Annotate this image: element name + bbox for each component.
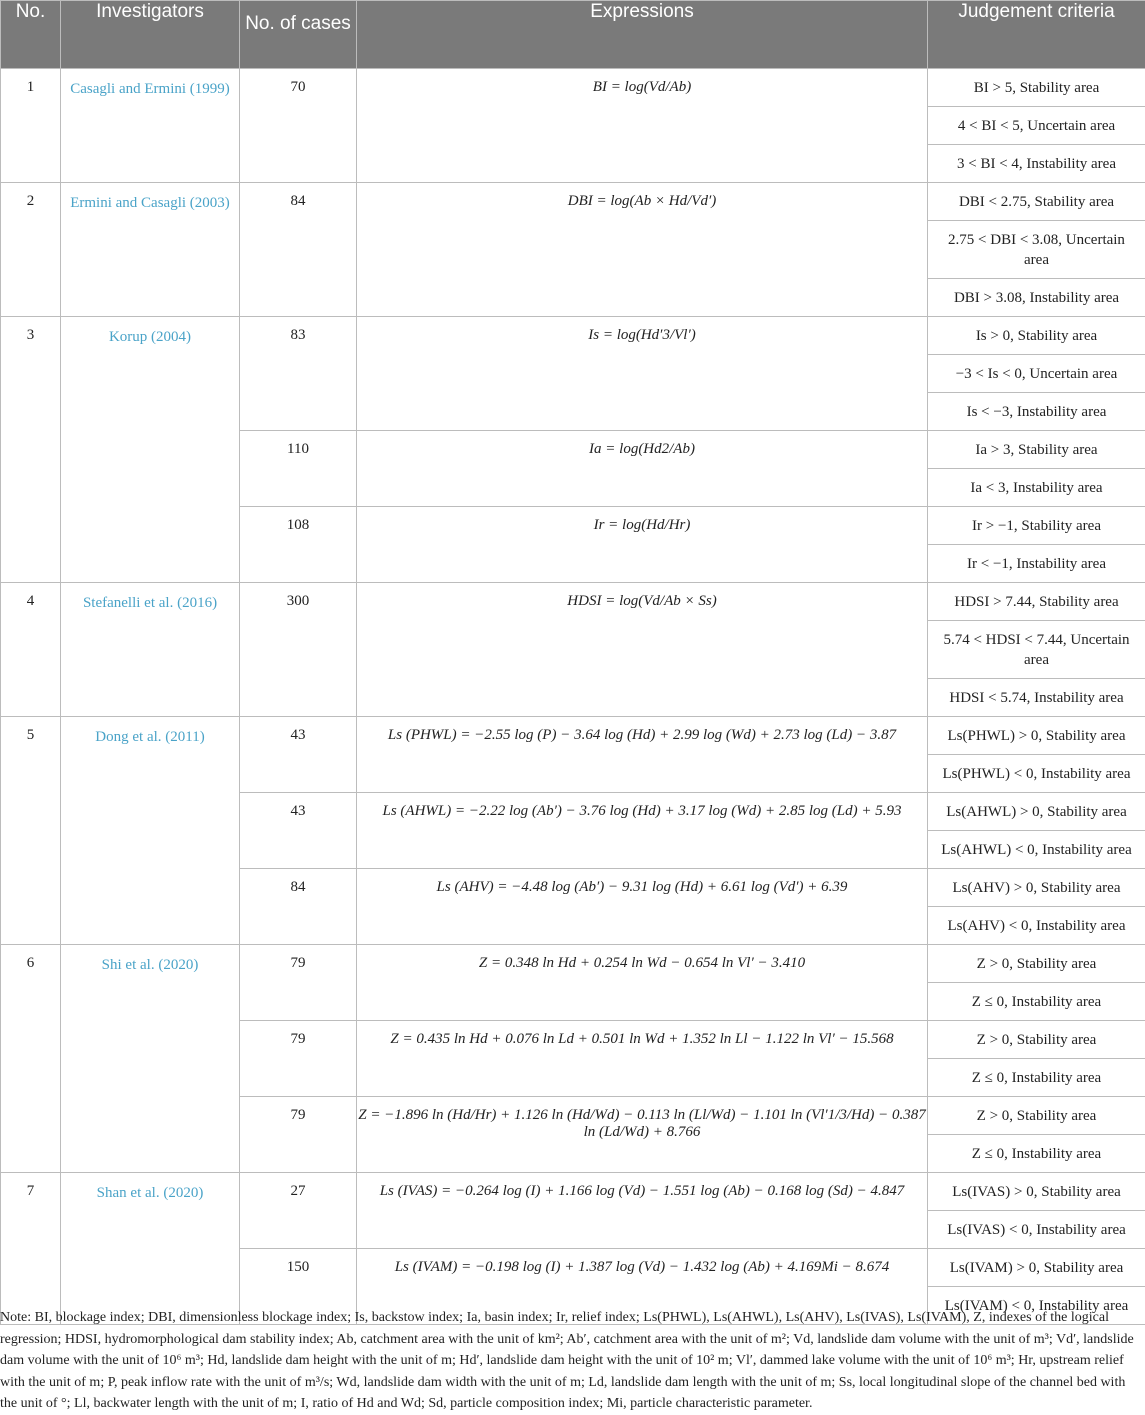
criterion-text: Ls(IVAS) < 0, Instability area bbox=[928, 1220, 1145, 1240]
cell-criterion bbox=[928, 221, 1145, 279]
cell-cases: 43 bbox=[240, 717, 357, 793]
cell-criterion bbox=[928, 793, 1145, 831]
header-expressions: Expressions bbox=[357, 1, 928, 69]
cell-criterion bbox=[928, 355, 1145, 393]
criterion-text: 2.75 < DBI < 3.08, Uncertain area bbox=[928, 230, 1145, 270]
cell-cases: 150 bbox=[240, 1249, 357, 1325]
cell-criterion bbox=[928, 69, 1145, 107]
criterion-text: DBI > 3.08, Instability area bbox=[928, 288, 1145, 308]
cell-cases: 79 bbox=[240, 1021, 357, 1097]
cell-criterion bbox=[928, 583, 1145, 621]
cell-expression: Ls (PHWL) = −2.55 log (P) − 3.64 log (Hd) + 2.99 log (Wd) + 2.73 log (Ld) − 3.87 bbox=[357, 717, 928, 793]
cell-criterion bbox=[928, 1097, 1145, 1135]
cell-criterion bbox=[928, 431, 1145, 469]
criterion-text: Ls(AHWL) < 0, Instability area bbox=[928, 840, 1145, 860]
table-row bbox=[1, 1173, 1145, 1211]
cell-investigators-link[interactable]: Shan et al. (2020) bbox=[61, 1173, 240, 1325]
cell-no: 4 bbox=[1, 583, 61, 717]
cell-criterion bbox=[928, 317, 1145, 355]
criterion-text: −3 < Is < 0, Uncertain area bbox=[928, 364, 1145, 384]
table-row bbox=[1, 317, 1145, 355]
table-body bbox=[1, 69, 1145, 1325]
criterion-text: HDSI < 5.74, Instability area bbox=[928, 688, 1145, 708]
cell-cases: 70 bbox=[240, 69, 357, 183]
table-note: Note: BI, blockage index; DBI, dimensionless blockage index; Is, backstow index; Ia, basin index; Ir, relief index; Ls(PHWL), Ls(AHWL), Ls(AHV), Ls(IVAS), Ls(IVAM), Z, indexes of the logical regression; HDSI, hydromorphological dam stability index; Ab, catchment area with the unit of km²; Ab′, catchment area with the unit of m²; Vd, landslide dam volume with the unit of m³; Vd′, landslide dam volume with the unit of 10⁶ m³; Hd, landslide dam height with the unit of m; Hd′, landslide dam height with the unit of 10² m; Vl′, dammed lake volume with the unit of 10⁶ m³; Hr, upstream relief with the unit of m; P, peak inflow rate with the unit of m³/s; Wd, landslide dam width with the unit of m; Ld, landslide dam length with the unit of m; Ss, local longitudinal slope of the channel bed with the unit of °; Ll, backwater length with the unit of m; I, ratio of Hd and Wd; Sd, particle composition index; Mi, particle characteristic parameter. bbox=[0, 1307, 1140, 1415]
cell-expression: Z = 0.348 ln Hd + 0.254 ln Wd − 0.654 ln Vl′ − 3.410 bbox=[357, 945, 928, 1021]
cell-criterion bbox=[928, 279, 1145, 317]
cell-cases: 84 bbox=[240, 869, 357, 945]
cell-expression: Is = log(Hd′3/Vl′) bbox=[357, 317, 928, 431]
cell-criterion bbox=[928, 1249, 1145, 1287]
table-row bbox=[1, 717, 1145, 755]
cell-criterion bbox=[928, 1211, 1145, 1249]
criterion-text: 5.74 < HDSI < 7.44, Uncertain area bbox=[928, 630, 1145, 670]
cell-criterion bbox=[928, 621, 1145, 679]
criterion-text: DBI < 2.75, Stability area bbox=[928, 192, 1145, 212]
cell-no: 5 bbox=[1, 717, 61, 945]
criterion-text: Ls(AHV) < 0, Instability area bbox=[928, 916, 1145, 936]
criterion-text: Is < −3, Instability area bbox=[928, 402, 1145, 422]
cell-criterion bbox=[928, 1021, 1145, 1059]
criterion-text: Ia < 3, Instability area bbox=[928, 478, 1145, 498]
cell-cases: 79 bbox=[240, 1097, 357, 1173]
criterion-text: HDSI > 7.44, Stability area bbox=[928, 592, 1145, 612]
cell-criterion bbox=[928, 183, 1145, 221]
cell-no: 6 bbox=[1, 945, 61, 1173]
criterion-text: Ls(IVAM) < 0, Instability area bbox=[928, 1296, 1145, 1316]
cell-expression: Ia = log(Hd2/Ab) bbox=[357, 431, 928, 507]
criterion-text: Ls(PHWL) < 0, Instability area bbox=[928, 764, 1145, 784]
criterion-text: Z ≤ 0, Instability area bbox=[928, 1144, 1145, 1164]
cell-cases: 83 bbox=[240, 317, 357, 431]
cell-criterion bbox=[928, 869, 1145, 907]
cell-expression: Ls (AHV) = −4.48 log (Ab′) − 9.31 log (Hd) + 6.61 log (Vd′) + 6.39 bbox=[357, 869, 928, 945]
cell-investigators-link[interactable]: Dong et al. (2011) bbox=[61, 717, 240, 945]
cell-criterion bbox=[928, 983, 1145, 1021]
criterion-text: Is > 0, Stability area bbox=[928, 326, 1145, 346]
cell-no: 2 bbox=[1, 183, 61, 317]
cell-cases: 110 bbox=[240, 431, 357, 507]
cell-criterion bbox=[928, 755, 1145, 793]
cell-cases: 79 bbox=[240, 945, 357, 1021]
cell-no: 1 bbox=[1, 69, 61, 183]
cell-investigators-link[interactable]: Ermini and Casagli (2003) bbox=[61, 183, 240, 317]
cell-no: 3 bbox=[1, 317, 61, 583]
cell-criterion bbox=[928, 1173, 1145, 1211]
cell-investigators-link[interactable]: Shi et al. (2020) bbox=[61, 945, 240, 1173]
cell-investigators-link[interactable]: Stefanelli et al. (2016) bbox=[61, 583, 240, 717]
cell-expression: Ls (AHWL) = −2.22 log (Ab′) − 3.76 log (Hd) + 3.17 log (Wd) + 2.85 log (Ld) + 5.93 bbox=[357, 793, 928, 869]
criterion-text: Ir > −1, Stability area bbox=[928, 516, 1145, 536]
table-row bbox=[1, 183, 1145, 221]
cell-cases: 108 bbox=[240, 507, 357, 583]
cell-expression: Ls (IVAM) = −0.198 log (I) + 1.387 log (Vd) − 1.432 log (Ab) + 4.169Mi − 8.674 bbox=[357, 1249, 928, 1325]
criterion-text: Ir < −1, Instability area bbox=[928, 554, 1145, 574]
cell-expression: Ir = log(Hd/Hr) bbox=[357, 507, 928, 583]
table-row bbox=[1, 583, 1145, 621]
cell-cases: 43 bbox=[240, 793, 357, 869]
criterion-text: Ia > 3, Stability area bbox=[928, 440, 1145, 460]
cell-cases: 300 bbox=[240, 583, 357, 717]
cell-expression: DBI = log(Ab × Hd/Vd′) bbox=[357, 183, 928, 317]
cell-expression: HDSI = log(Vd/Ab × Ss) bbox=[357, 583, 928, 717]
header-cases: No. of cases bbox=[240, 1, 357, 69]
cell-criterion bbox=[928, 717, 1145, 755]
criterion-text: Ls(PHWL) > 0, Stability area bbox=[928, 726, 1145, 746]
criterion-text: Ls(AHWL) > 0, Stability area bbox=[928, 802, 1145, 822]
cell-cases: 27 bbox=[240, 1173, 357, 1249]
cell-criterion bbox=[928, 145, 1145, 183]
cell-investigators-link[interactable]: Korup (2004) bbox=[61, 317, 240, 583]
cell-criterion bbox=[928, 831, 1145, 869]
header-row bbox=[1, 1, 1145, 69]
cell-investigators-link[interactable]: Casagli and Ermini (1999) bbox=[61, 69, 240, 183]
cell-criterion bbox=[928, 107, 1145, 145]
cell-criterion bbox=[928, 1135, 1145, 1173]
criterion-text: Ls(IVAS) > 0, Stability area bbox=[928, 1182, 1145, 1202]
cell-criterion bbox=[928, 1059, 1145, 1097]
table-row bbox=[1, 945, 1145, 983]
cell-criterion bbox=[928, 507, 1145, 545]
criterion-text: BI > 5, Stability area bbox=[928, 78, 1145, 98]
cell-criterion bbox=[928, 469, 1145, 507]
criterion-text: Z > 0, Stability area bbox=[928, 1030, 1145, 1050]
cell-criterion bbox=[928, 679, 1145, 717]
cell-criterion bbox=[928, 907, 1145, 945]
cell-expression: Z = −1.896 ln (Hd/Hr) + 1.126 ln (Hd/Wd) − 0.113 ln (Ll/Wd) − 1.101 ln (Vl′1/3/Hd) − 0.387 ln (Ld/Wd) + 8.766 bbox=[357, 1097, 928, 1173]
criterion-text: Ls(AHV) > 0, Stability area bbox=[928, 878, 1145, 898]
cell-no: 7 bbox=[1, 1173, 61, 1325]
cell-criterion bbox=[928, 545, 1145, 583]
header-no: No. bbox=[1, 1, 61, 69]
criterion-text: Ls(IVAM) > 0, Stability area bbox=[928, 1258, 1145, 1278]
criterion-text: 4 < BI < 5, Uncertain area bbox=[928, 116, 1145, 136]
cell-expression: Ls (IVAS) = −0.264 log (I) + 1.166 log (Vd) − 1.551 log (Ab) − 0.168 log (Sd) − 4.847 bbox=[357, 1173, 928, 1249]
cell-criterion bbox=[928, 393, 1145, 431]
criterion-text: Z > 0, Stability area bbox=[928, 1106, 1145, 1126]
cell-expression: BI = log(Vd/Ab) bbox=[357, 69, 928, 183]
header-investigators: Investigators bbox=[61, 1, 240, 69]
criterion-text: Z ≤ 0, Instability area bbox=[928, 992, 1145, 1012]
criterion-text: 3 < BI < 4, Instability area bbox=[928, 154, 1145, 174]
cell-expression: Z = 0.435 ln Hd + 0.076 ln Ld + 0.501 ln Wd + 1.352 ln Ll − 1.122 ln Vl′ − 15.568 bbox=[357, 1021, 928, 1097]
cell-cases: 84 bbox=[240, 183, 357, 317]
header-criteria: Judgement criteria bbox=[928, 1, 1145, 69]
table-row bbox=[1, 69, 1145, 107]
cell-criterion bbox=[928, 945, 1145, 983]
criterion-text: Z ≤ 0, Instability area bbox=[928, 1068, 1145, 1088]
criterion-text: Z > 0, Stability area bbox=[928, 954, 1145, 974]
